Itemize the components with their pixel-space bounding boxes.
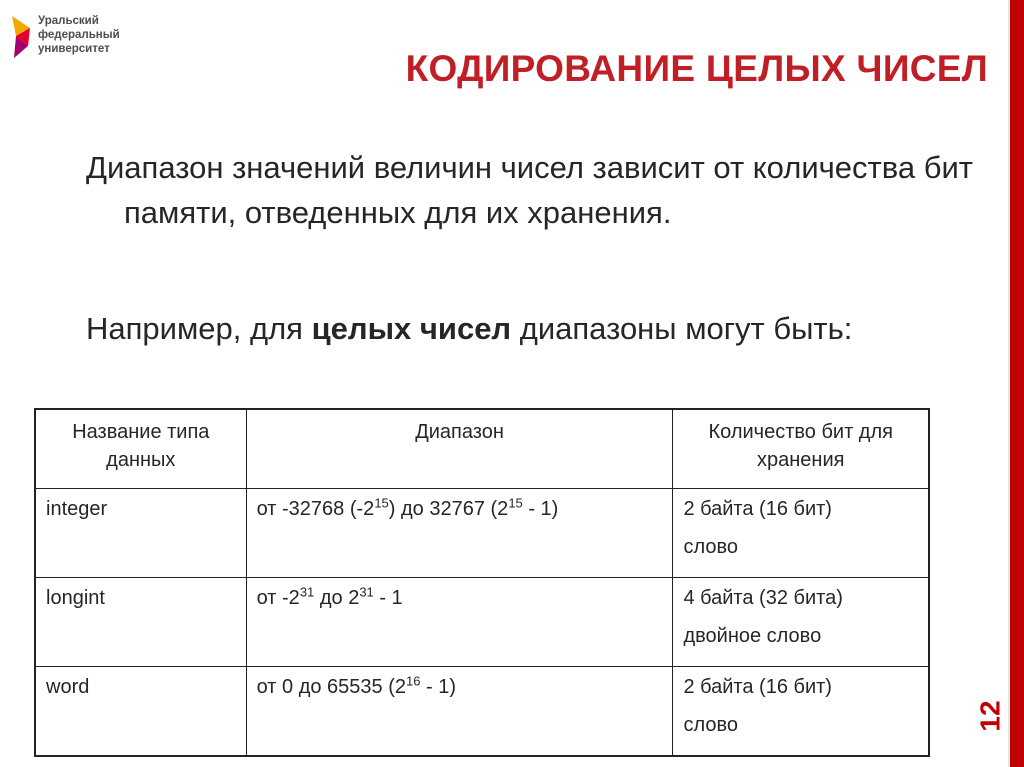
range-part: от 0 до 65535 (2 (256, 676, 407, 698)
header-bit-count: Количество бит для хранения (673, 409, 929, 489)
table-header-row (35, 409, 929, 489)
cell-type-name: integer (35, 489, 246, 578)
range-part: от -32768 (-2 (256, 498, 375, 520)
cell-type-name: longint (35, 578, 246, 667)
logo-line-1: Уральский (38, 15, 99, 27)
urfu-logo-mark-icon (8, 14, 34, 60)
integer-types-table (34, 408, 930, 757)
range-exponent: 15 (374, 495, 389, 511)
size-unit-name: двойное слово (683, 625, 822, 647)
cell-range (246, 667, 673, 757)
range-exponent: 31 (359, 584, 374, 600)
range-part: до 2 (314, 587, 360, 609)
university-logo (8, 12, 168, 64)
logo-line-3: университет (38, 43, 110, 55)
range-exponent: 16 (406, 673, 421, 689)
size-bytes: 2 байта (16 бит) (683, 498, 832, 520)
paragraph-example (86, 306, 984, 351)
cell-type-name: word (35, 667, 246, 757)
header-range: Диапазон (246, 409, 673, 489)
cell-range (246, 578, 673, 667)
cell-size (673, 578, 929, 667)
header-type-name: Название типа данных (35, 409, 246, 489)
range-part: - 1) (420, 676, 457, 698)
paragraph-range-dependency: Диапазон значений величин чисел зависит от количества бит памяти, отведенных для их хранения. (86, 150, 973, 230)
size-unit-name: слово (683, 714, 738, 736)
table-row (35, 578, 929, 667)
range-part: от -2 (256, 587, 300, 609)
paragraph-example-start: Например, для (86, 311, 312, 346)
cell-size (673, 489, 929, 578)
logo-text (38, 14, 120, 56)
slide-title: КОДИРОВАНИЕ ЦЕЛЫХ ЧИСЕЛ (405, 48, 988, 89)
size-unit-name: слово (683, 536, 738, 558)
page-number: 12 (974, 700, 1006, 732)
logo-line-2: федеральный (38, 29, 120, 41)
range-part: - 1) (522, 498, 559, 520)
range-exponent: 31 (299, 584, 315, 600)
range-part: - 1 (373, 587, 403, 609)
side-accent-stripe (1010, 0, 1024, 767)
size-bytes: 2 байта (16 бит) (683, 676, 832, 698)
cell-range (246, 489, 673, 578)
paragraph-example-bold: целых чисел (311, 311, 512, 346)
range-part: ) до 32767 (2 (388, 498, 509, 520)
size-bytes: 4 байта (32 бита) (683, 587, 843, 609)
cell-size (673, 667, 929, 757)
table-row (35, 667, 929, 757)
range-exponent: 15 (508, 495, 523, 511)
table-row (35, 489, 929, 578)
paragraph-example-end: диапазоны могут быть: (511, 311, 853, 346)
